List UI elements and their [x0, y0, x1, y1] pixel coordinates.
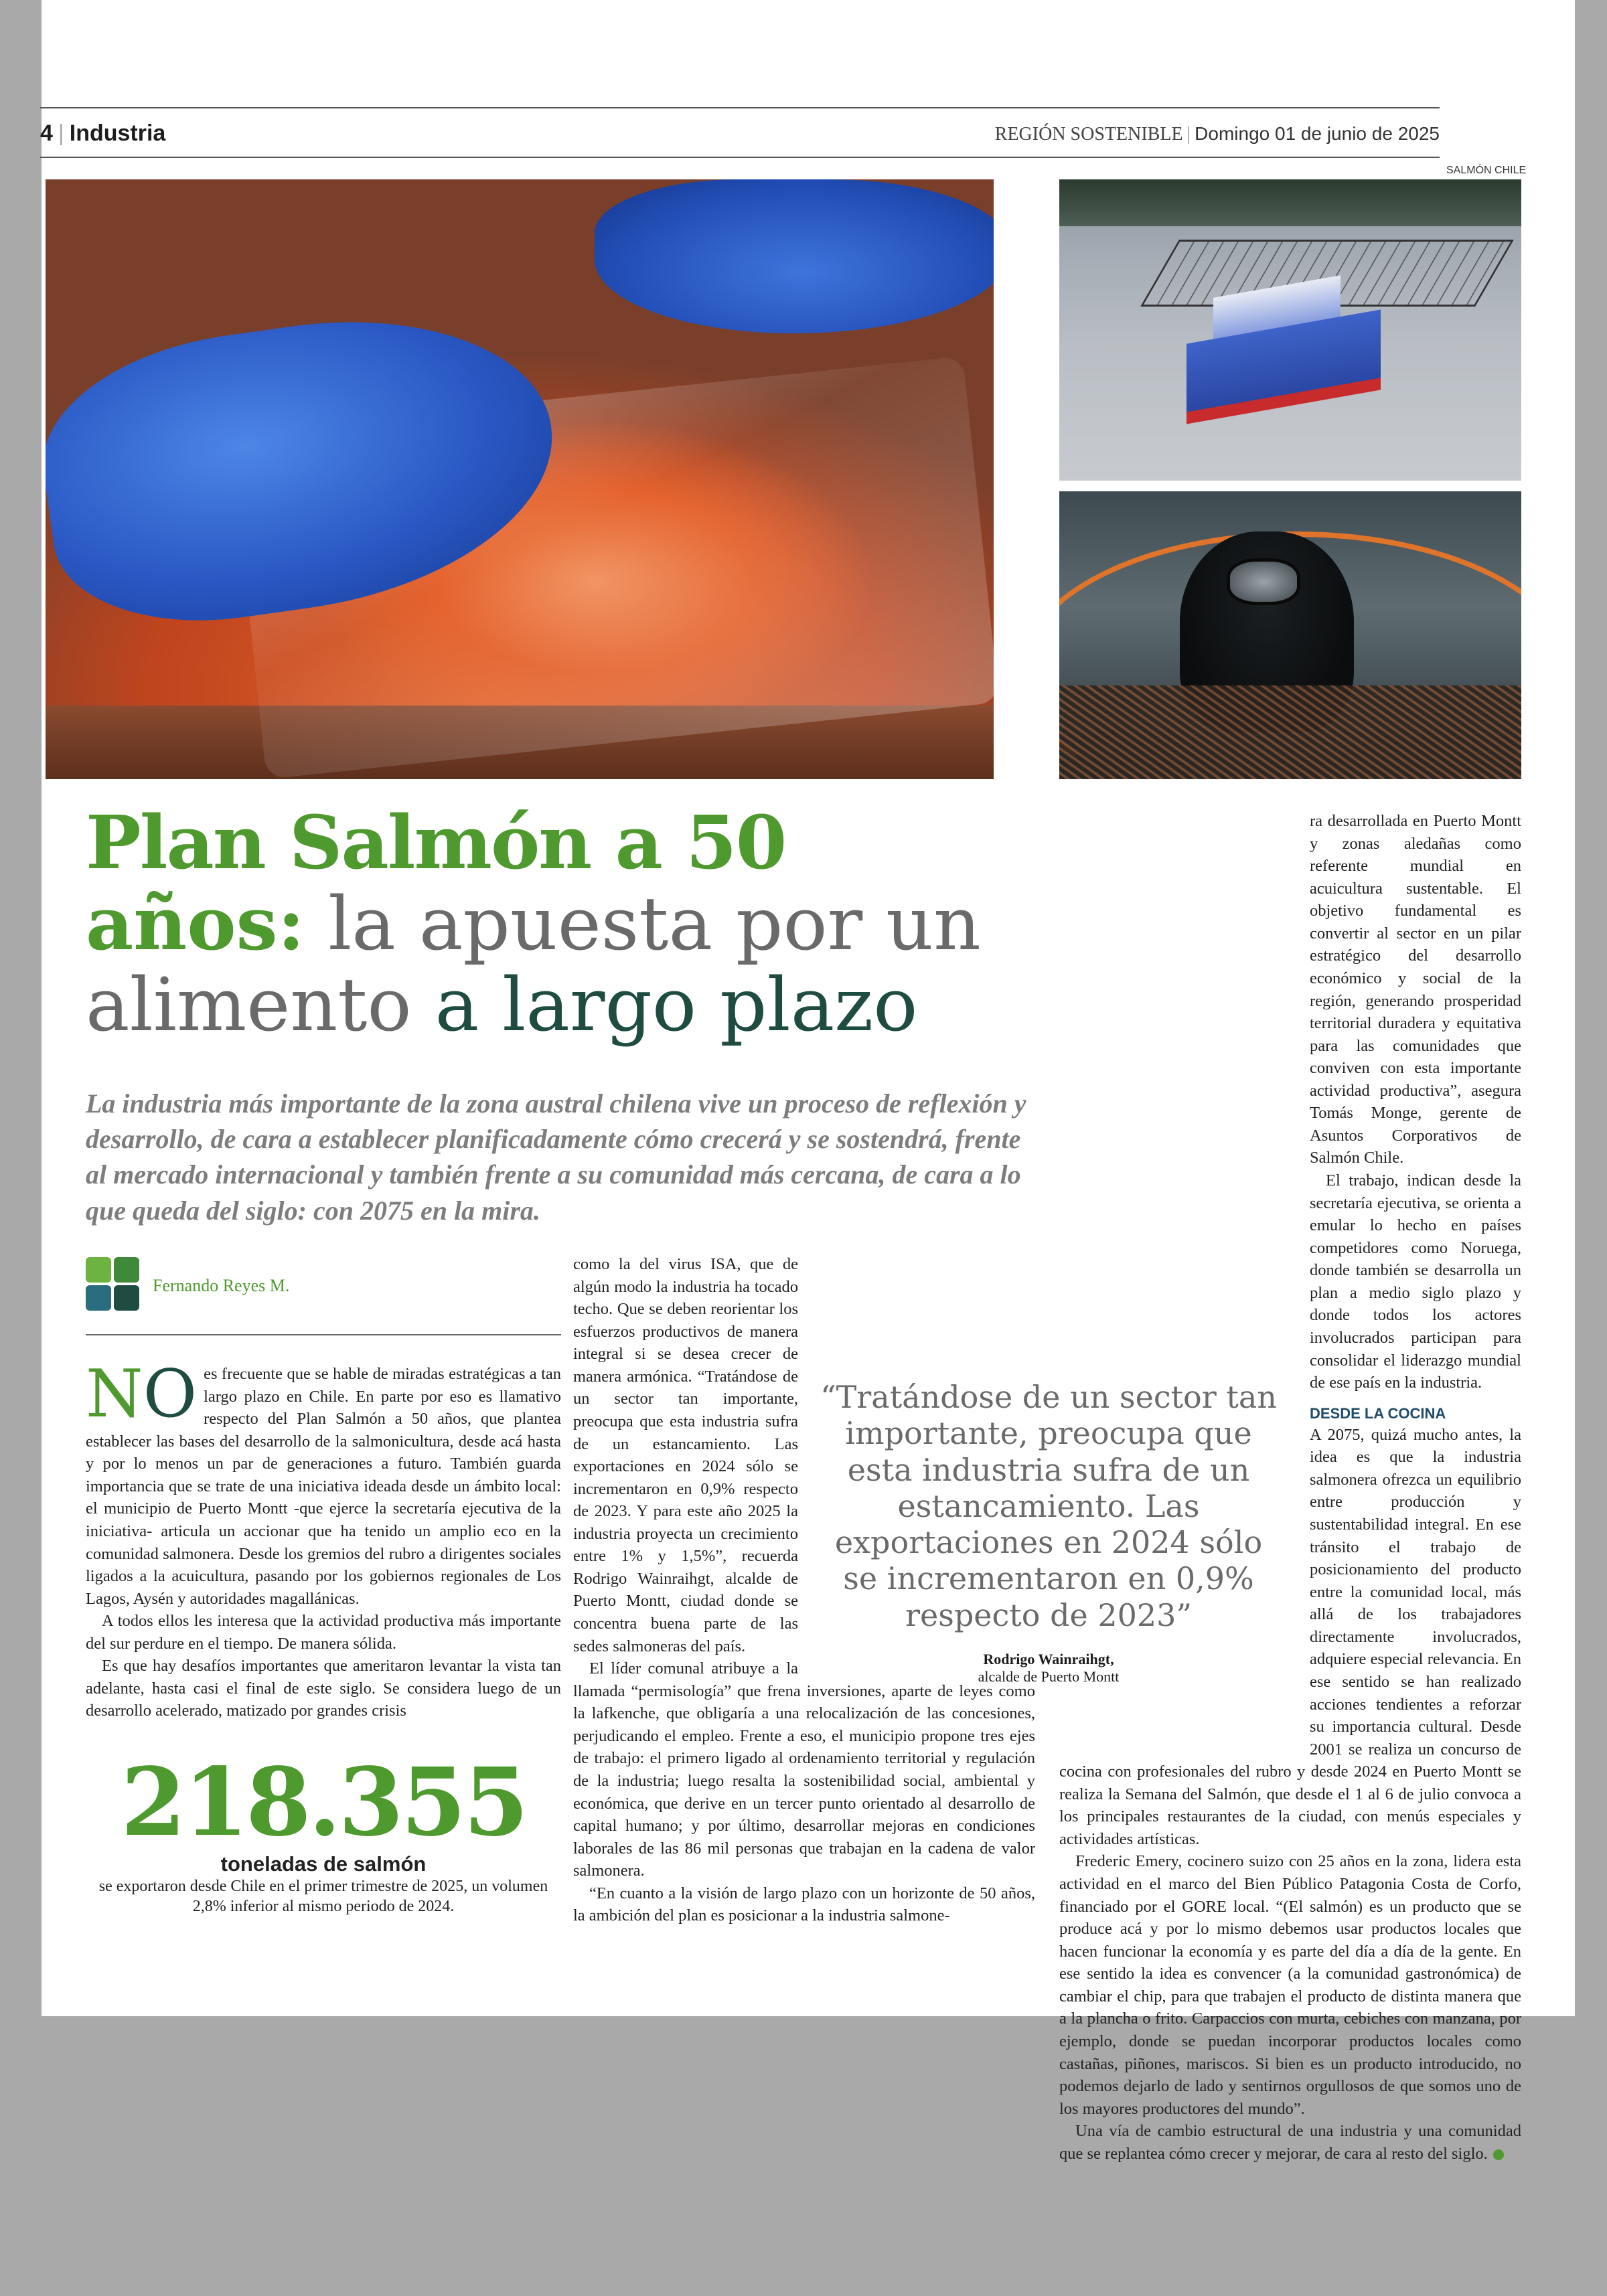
headline-green-word: años: [86, 880, 305, 967]
issue-date: Domingo 01 de junio de 2025 [1195, 123, 1440, 144]
section-name: Industria [69, 120, 166, 146]
stat-description: se exportaron desde Chile en el primer trimestre de 2025, un volumen 2,8% inferior al mismo periodo de 2024. [98, 1878, 548, 1915]
photo-credit: SALMÓN CHILE [1446, 165, 1527, 176]
drop-cap [86, 1356, 198, 1432]
paragraph: como la del virus ISA, que de algún modo la industria ha tocado techo. Que se deben reorientar los esfuerzos productivos de manera integral si se desea crecer de manera armónica. “Tratándose de un sector tan importante, preocupa que esta industria sufra de un estancamiento. Las exportaciones en 2024 sólo se incrementaron en 0,9% respecto de 2023. Y para este año 2025 la industria proyecta un crecimiento entre 1% y 1,5%”, recuerda Rodrigo Wainraihgt, alcalde de Puerto Montt, ciudad donde se concentra buena parte de las sedes salmoneras del país. [573, 1255, 798, 1655]
byline-divider [86, 1334, 561, 1335]
paragraph: El trabajo, indican desde la secretaría ejecutiva, se orienta a emular lo hecho en países competidores como Noruega, donde también se desarrolla un plan a medio siglo plazo y donde todos los actores involucrados participan para consolidar el liderazgo mundial de ese país en la industria. [1310, 1171, 1521, 1392]
article-column-1 [86, 1356, 561, 1722]
publication-info: REGIÓN SOSTENIBLE | Domingo 01 de junio de 2025 [994, 123, 1440, 145]
publication-name: REGIÓN SOSTENIBLE [994, 124, 1183, 145]
paragraph [1059, 2120, 1521, 2165]
salmon-fillet-photo [46, 179, 994, 779]
stat-callout [86, 1748, 561, 1916]
stat-unit: toneladas de salmón [220, 1852, 427, 1876]
paragraph: A todos ellos les interesa que la actividad productiva más importante del sur perdure en el tiempo. De manera sólida. [86, 1612, 561, 1653]
end-mark-icon [1493, 2149, 1504, 2160]
pull-quote-text: “Tratándose de un sector tan importante, preocupa que esta industria sufra de un estancamiento. Las exportaciones en 2024 sólo se incrementaron en 0,9% respecto de 2023” [820, 1379, 1277, 1633]
page-header [40, 107, 1440, 158]
stat-number: 218.355 [121, 1748, 526, 1858]
paragraph: “En cuanto a la visión de largo plazo con un horizonte de 50 años, la ambición del plan es posicionar a la industria salmone- [573, 1884, 1035, 1925]
headline [86, 799, 1023, 1048]
article-column-3 [1059, 810, 1521, 2165]
subheading: DESDE LA COCINA [1310, 1404, 1446, 1422]
section-label: 4 | Industria [40, 120, 166, 146]
headline-line-2 [86, 880, 1023, 967]
paragraph: El líder comunal atribuye a la llamada “permisología” que frena inversiones, aparte de leyes como la lafkenche, que obligaría a una relocalización de las concesiones, perjudicando el empleo. Frente a eso, el municipio propone tres ejes de trabajo: el primero ligado al ordenamiento territorial y regulación de la industria; luego resalta la sostenibilidad social, ambiental y económica, que derive en un tercer punto orientado al desarrollo de capital humano; y por último, desarrollar mejoras en condiciones laborales de las 86 mil personas que trabajan en la cadena de valor salmonera. [573, 1659, 1035, 1880]
paragraph: A 2075, quizá mucho antes, la idea es que la industria salmonera ofrezca un equilibrio entre producción y sustentabilidad integral. En ese tránsito el trabajo de posicionamiento del producto entre la comunidad local, más allá de los trabajadores directamente involucrados, adquiere especial relevancia. En ese sentido se han realizado acciones tendientes a reforzar su importancia cultural. Desde 2001 se realiza un concurso de cocina con profesionales del rubro y desde 2024 en Puerto Montt se realiza la Semana del Salmón, que desde el 1 al 6 de julio convoca a los principales restaurantes de la ciudad, con menús especiales y actividades artísticas. [1059, 1425, 1521, 1848]
diver-photo [1059, 491, 1521, 779]
pull-quote-role: alcalde de Puerto Montt [978, 1667, 1120, 1685]
headline-line-3 [86, 962, 1023, 1048]
region-sostenible-logo-icon [86, 1257, 139, 1311]
headline-line-1: Plan Salmón a 50 [86, 799, 786, 886]
paragraph: ra desarrollada en Puerto Montt y zonas aledañas como referente mundial en acuicultura sustentable. El objetivo fundamental es convertir al sector en un pilar estratégico del desarrollo económico y social de la región, generando prosperidad territorial duradera y equitativa para las comunidades que conviven con esta importante actividad productiva”, asegura Tomás Monge, gerente de Asuntos Corporativos de Salmón Chile. [1310, 812, 1521, 1167]
author-name: Fernando Reyes M. [153, 1276, 290, 1295]
article-deck: La industria más importante de la zona austral chilena vive un proceso de reflexión y desarrollo, de cara a establecer planificadamente cómo crecerá y se sostendrá, frente al mercado internacional y también frente a su comunidad más cercana, de cara a lo que queda del siglo: con 2075 en la mira. [86, 1088, 1026, 1226]
drop-cap-letter-1: N [86, 1356, 143, 1432]
fish-farm-boat-photo [1059, 179, 1521, 481]
headline-dark-text: a largo plazo [435, 962, 918, 1048]
paragraph: Frederic Emery, cocinero suizo con 25 años en la zona, lidera esta actividad en el marco del Bien Público Patagonia Costa de Corfo, financiado por el GORE local. “(El salmón) es un producto que se produce acá y por lo mismo debemos usar productos locales que hacen funcionar la economía y es parte del día a día de la gente. En ese sentido la idea es convencer (a la comunidad gastronómica) de cambiar el chip, para que trabajen el producto de distinta manera que a la plancha o frito. Carpaccios con murta, cebiches con manzana, por ejemplo, donde se puedan incorporar productos locales como castañas, piñones, mariscos. Si bien es un producto introducido, no podemos dejarlo de lado y sentirnos orgullosos de que somos uno de los mayores productores del mundo”. [1059, 1852, 1521, 2118]
page-number: 4 [40, 120, 53, 146]
closing-text: Una vía de cambio estructural de una industria y una comunidad que se replantea cómo crecer y mejorar, de cara al resto del siglo. [1059, 2122, 1521, 2163]
drop-cap-letter-2: O [143, 1356, 198, 1432]
headline-grey-text: la apuesta por un [328, 881, 981, 967]
paragraph: es frecuente que se hable de miradas estratégicas a tan largo plazo en Chile. En parte por eso es llamativo respecto del Plan Salmón a 50 años, que plantea establecer las bases del desarrollo de la salmonicultura, desde acá hasta y por lo menos un par de generaciones a futuro. También guarda importancia que se trate de una iniciativa ideada desde un ámbito local: el municipio de Puerto Montt -que ejerce la secretaría ejecutiva de la iniciativa- articula un accionar que ha tenido un amplio eco en la comunidad salmonera. Desde los gremios del rubro a dirigentes sociales ligados a la acuicultura, pasando por los gobiernos regionales de Los Lagos, Aysén y autoridades magallánicas. [86, 1365, 561, 1608]
pull-quote-name: Rodrigo Wainraihgt, [983, 1650, 1114, 1667]
byline [86, 1257, 380, 1311]
paragraph: Es que hay desafíos importantes que ameritaron levantar la vista tan adelante, hasta casi el final de este siglo. Se considera luego de un desarrollo acelerado, matizado por grandes crisis [86, 1657, 561, 1720]
headline-grey-word: alimento [86, 962, 412, 1048]
